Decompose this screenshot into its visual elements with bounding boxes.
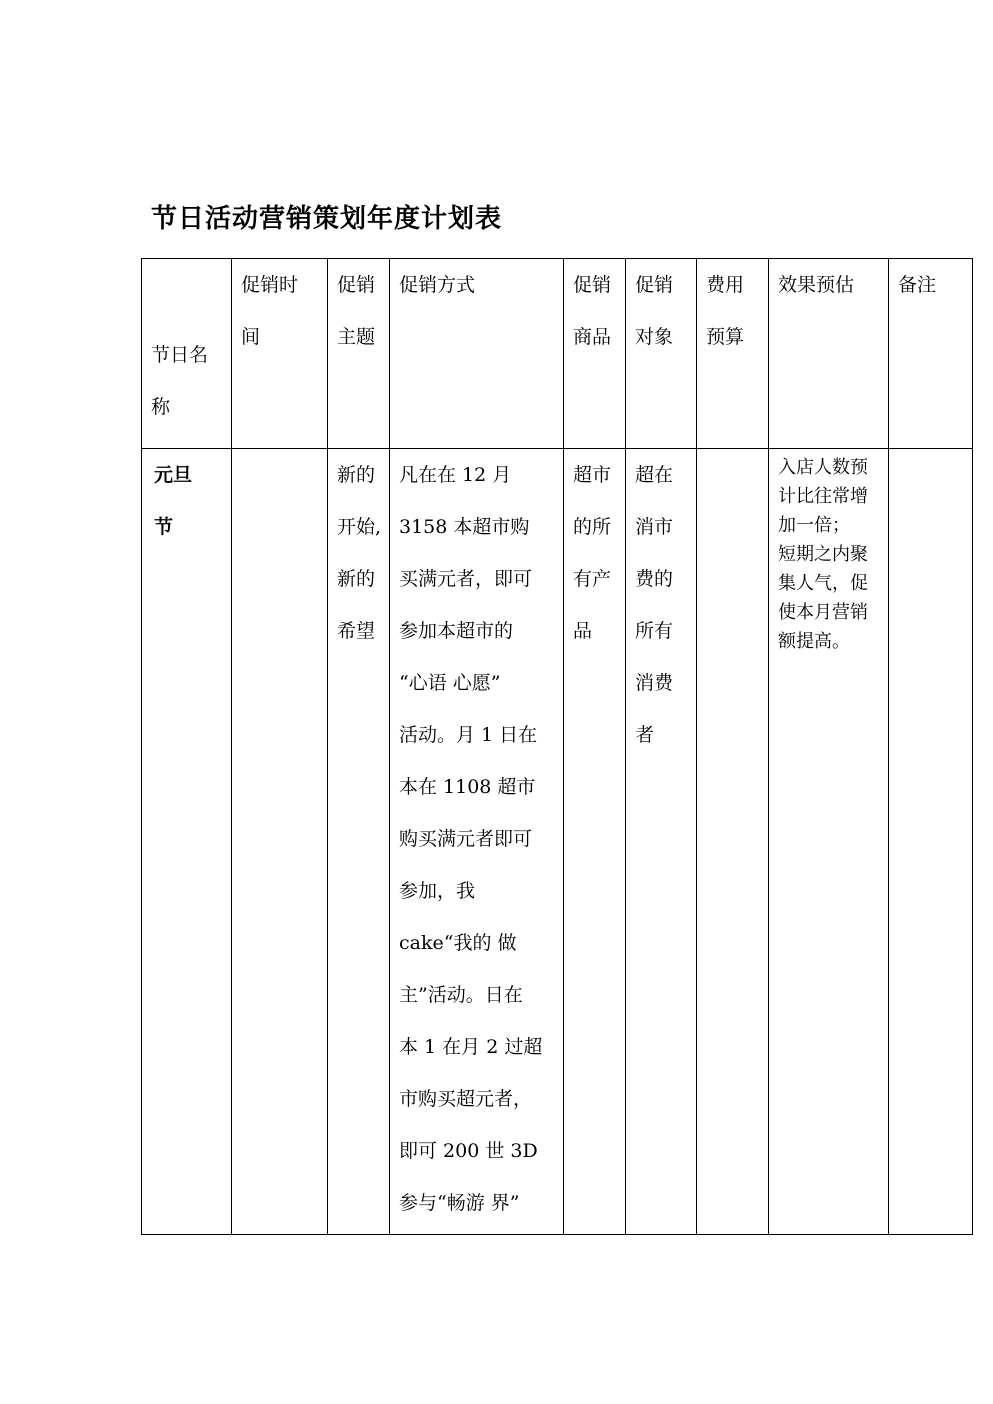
cell-promo-target	[626, 449, 697, 1235]
cell-line: 参加本超市的	[399, 620, 514, 642]
cell-line: 新的	[337, 464, 376, 486]
cell-line: 即可 200 世 3D	[399, 1140, 538, 1162]
cell-budget	[697, 449, 769, 1235]
cell-line: “心语 心愿”	[399, 672, 501, 694]
cell-line: cake“我的 做	[399, 932, 517, 954]
cell-line: 新的	[337, 568, 376, 590]
cell-line: 促销	[573, 274, 612, 296]
cell-line: 效果预估	[778, 274, 855, 296]
cell-line: 超市	[573, 464, 612, 486]
cell-line: 加一倍；	[778, 515, 850, 536]
cell-line: 间	[241, 326, 261, 348]
cell-line: 买满元者，即可	[399, 568, 533, 590]
cell-promo-goods	[564, 449, 626, 1235]
table-header-row	[142, 259, 973, 449]
cell-line: 希望	[337, 620, 376, 642]
cell-line: 本在 1108 超市	[399, 776, 536, 798]
header-promo-theme	[328, 259, 390, 449]
cell-promo-theme	[328, 449, 390, 1235]
cell-promo-method	[390, 449, 564, 1235]
header-holiday-name	[142, 259, 232, 449]
cell-line: 消费	[635, 672, 674, 694]
cell-line: 集人气，促	[778, 573, 868, 594]
header-promo-time	[232, 259, 328, 449]
cell-line: 有产	[573, 568, 612, 590]
cell-line: 费的	[635, 568, 674, 590]
cell-line: 参加，我	[399, 880, 476, 902]
cell-line: 商品	[573, 326, 612, 348]
cell-line: 促销方式	[399, 274, 476, 296]
cell-line: 主题	[337, 326, 376, 348]
cell-line: 费用	[706, 274, 745, 296]
cell-holiday-name	[142, 449, 232, 1235]
cell-effect	[769, 449, 889, 1235]
cell-line: 元旦	[154, 464, 193, 486]
cell-line: 短期之内聚	[778, 544, 868, 565]
cell-line: 市购买超元者，	[399, 1088, 533, 1110]
cell-line: 参与“畅游 界”	[399, 1192, 520, 1214]
cell-notes	[889, 449, 973, 1235]
header-promo-method	[390, 259, 564, 449]
cell-line: 节日名	[151, 344, 209, 366]
cell-line: 本 1 在月 2 过超	[399, 1036, 543, 1058]
cell-line: 者	[635, 724, 655, 746]
cell-line: 预算	[706, 326, 745, 348]
cell-line: 超在	[635, 464, 674, 486]
header-notes	[889, 259, 973, 449]
cell-line: 入店人数预	[778, 457, 868, 478]
header-effect	[769, 259, 889, 449]
cell-line: 3158 本超市购	[399, 516, 530, 538]
cell-line: 所有	[635, 620, 674, 642]
cell-line: 备注	[898, 274, 937, 296]
cell-line: 开始,	[337, 516, 382, 538]
cell-line: 的所	[573, 516, 612, 538]
cell-line: 凡在在 12 月	[399, 464, 512, 486]
cell-line: 主”活动。日在	[399, 984, 523, 1006]
cell-line: 促销时	[241, 274, 299, 296]
page-title: 节日活动营销策划年度计划表	[151, 204, 503, 234]
cell-line: 品	[573, 620, 593, 642]
cell-line: 购买满元者即可	[399, 828, 533, 850]
cell-line: 促销	[337, 274, 376, 296]
cell-line: 促销	[635, 274, 674, 296]
table-row	[142, 449, 973, 1235]
cell-line: 额提高。	[778, 631, 850, 652]
cell-line: 消市	[635, 516, 674, 538]
plan-table	[141, 258, 973, 1235]
header-budget	[697, 259, 769, 449]
cell-line: 计比往常增	[778, 486, 868, 507]
cell-line: 活动。月 1 日在	[399, 724, 538, 746]
cell-line: 称	[151, 396, 171, 418]
header-promo-target	[626, 259, 697, 449]
cell-promo-time	[232, 449, 328, 1235]
cell-line: 使本月营销	[778, 602, 868, 623]
cell-line: 节	[154, 516, 174, 538]
cell-line: 对象	[635, 326, 674, 348]
header-promo-goods	[564, 259, 626, 449]
